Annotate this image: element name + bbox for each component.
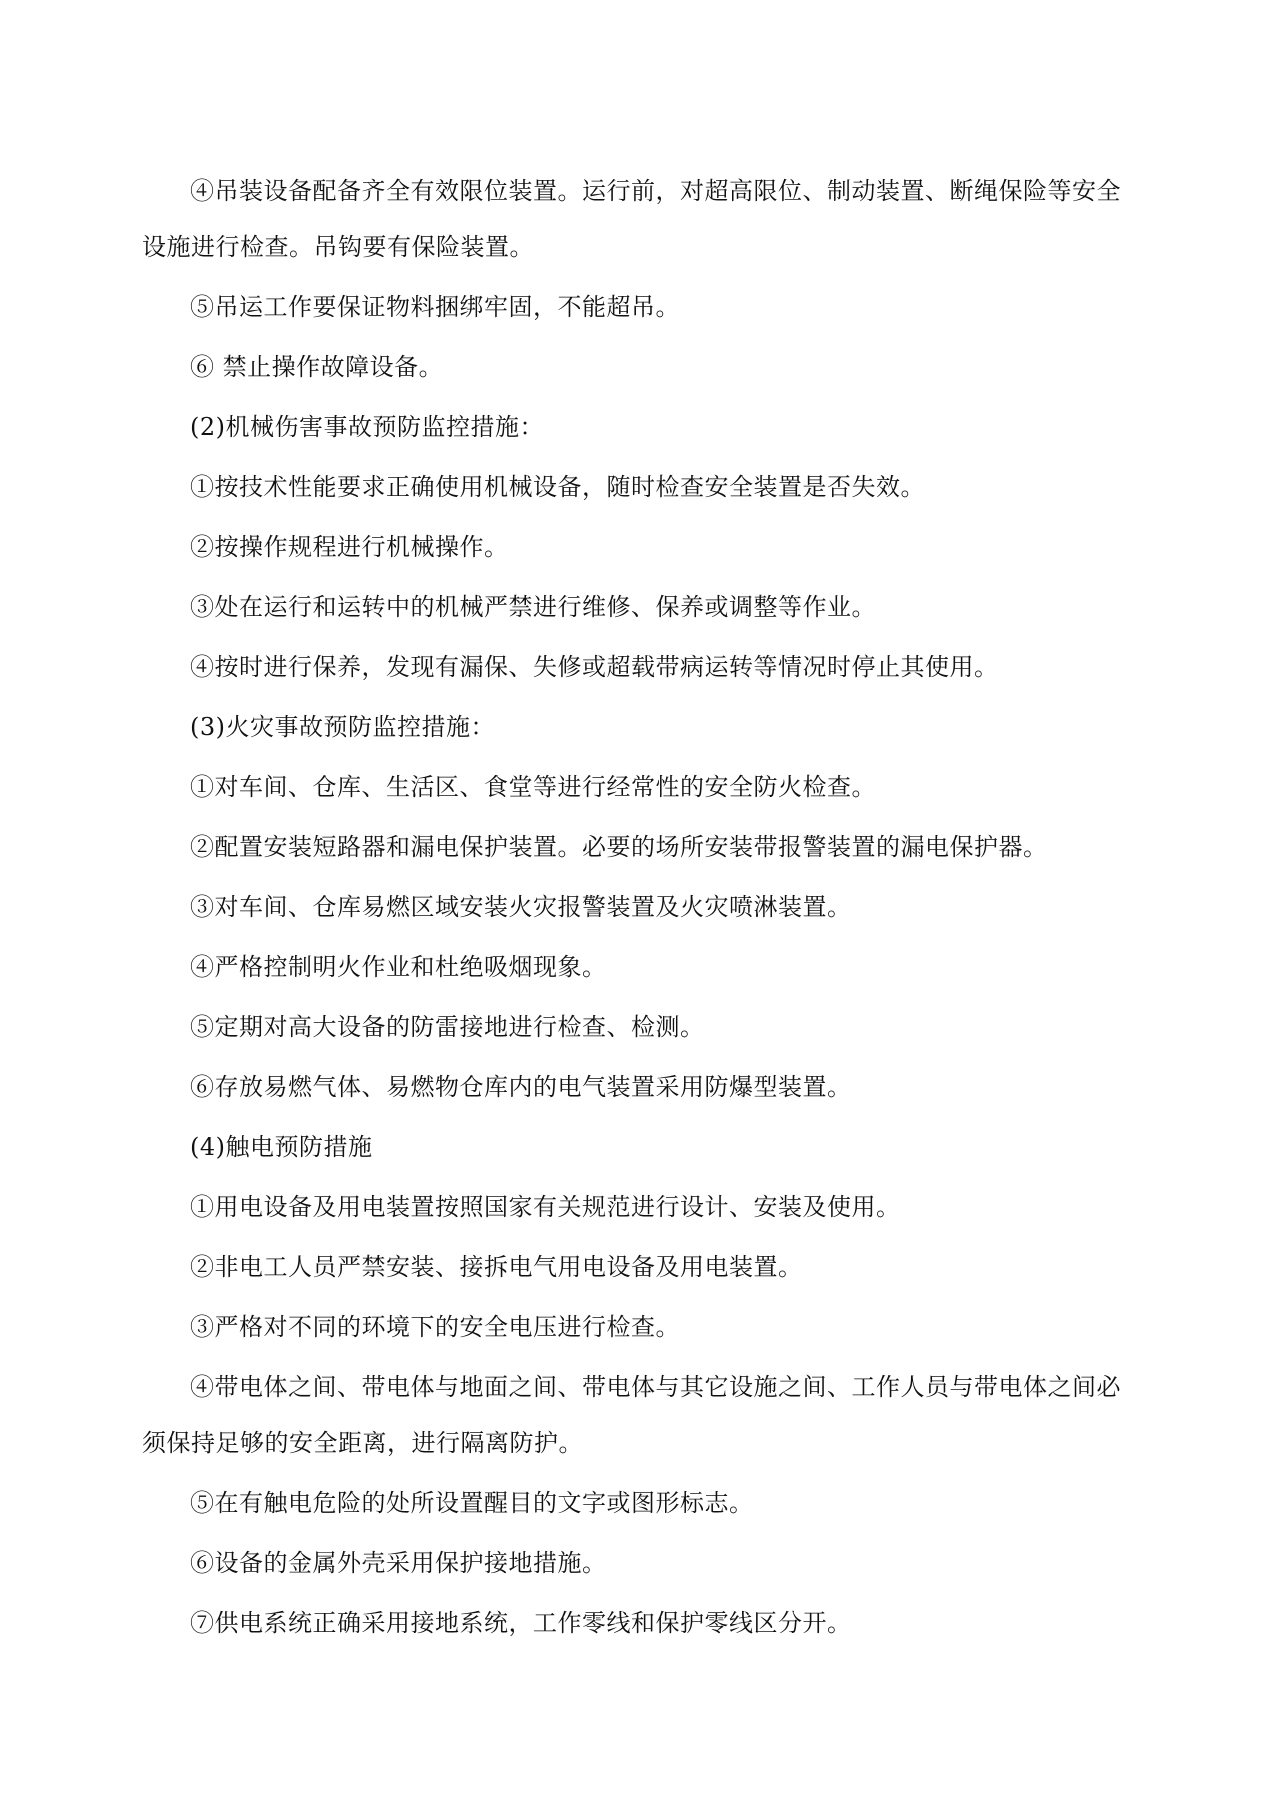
paragraph-fire-4: ④严格控制明火作业和杜绝吸烟现象。: [190, 953, 607, 981]
paragraph-mech-4: ④按时进行保养，发现有漏保、失修或超载带病运转等情况时停止其使用。: [190, 653, 999, 681]
heading-electric-shock: (4)触电预防措施: [190, 1133, 373, 1161]
paragraph-shock-4: ④带电体之间、带电体与地面之间、带电体与其它设施之间、工作人员与带电体之间必须保持足够的安全距离，进行隔离防护。: [142, 1373, 1121, 1457]
paragraph-mech-3: ③处在运行和运转中的机械严禁进行维修、保养或调整等作业。: [190, 593, 876, 621]
heading-mechanical-injury: (2)机械伤害事故预防监控措施：: [190, 413, 544, 441]
paragraph-fire-6: ⑥存放易燃气体、易燃物仓库内的电气装置采用防爆型装置。: [190, 1073, 852, 1101]
paragraph-shock-5: ⑤在有触电危险的处所设置醒目的文字或图形标志。: [190, 1489, 754, 1517]
paragraph-mech-2: ②按操作规程进行机械操作。: [190, 533, 509, 561]
paragraph-lifting-limit-devices: ④吊装设备配备齐全有效限位装置。运行前，对超高限位、制动装置、断绳保险等安全设施进行检查。吊钩要有保险装置。: [142, 177, 1121, 261]
paragraph-shock-7: ⑦供电系统正确采用接地系统，工作零线和保护零线区分开。: [190, 1609, 852, 1637]
paragraph-no-faulty-equipment: ⑥ 禁止操作故障设备。: [190, 353, 444, 381]
paragraph-shock-2: ②非电工人员严禁安装、接拆电气用电设备及用电装置。: [190, 1253, 803, 1281]
paragraph-fire-3: ③对车间、仓库易燃区域安装火灾报警装置及火灾喷淋装置。: [190, 893, 852, 921]
paragraph-shock-1: ①用电设备及用电装置按照国家有关规范进行设计、安装及使用。: [190, 1193, 901, 1221]
paragraph-fire-1: ①对车间、仓库、生活区、食堂等进行经常性的安全防火检查。: [190, 773, 876, 801]
paragraph-shock-3: ③严格对不同的环境下的安全电压进行检查。: [190, 1313, 680, 1341]
document-body: [142, 163, 1142, 1655]
paragraph-lifting-binding: ⑤吊运工作要保证物料捆绑牢固，不能超吊。: [190, 293, 680, 321]
paragraph-shock-6: ⑥设备的金属外壳采用保护接地措施。: [190, 1549, 607, 1577]
heading-fire-accident: (3)火灾事故预防监控措施：: [190, 713, 495, 741]
paragraph-fire-2: ②配置安装短路器和漏电保护装置。必要的场所安装带报警装置的漏电保护器。: [190, 833, 1048, 861]
paragraph-mech-1: ①按技术性能要求正确使用机械设备，随时检查安全装置是否失效。: [190, 473, 925, 501]
paragraph-fire-5: ⑤定期对高大设备的防雷接地进行检查、检测。: [190, 1013, 705, 1041]
